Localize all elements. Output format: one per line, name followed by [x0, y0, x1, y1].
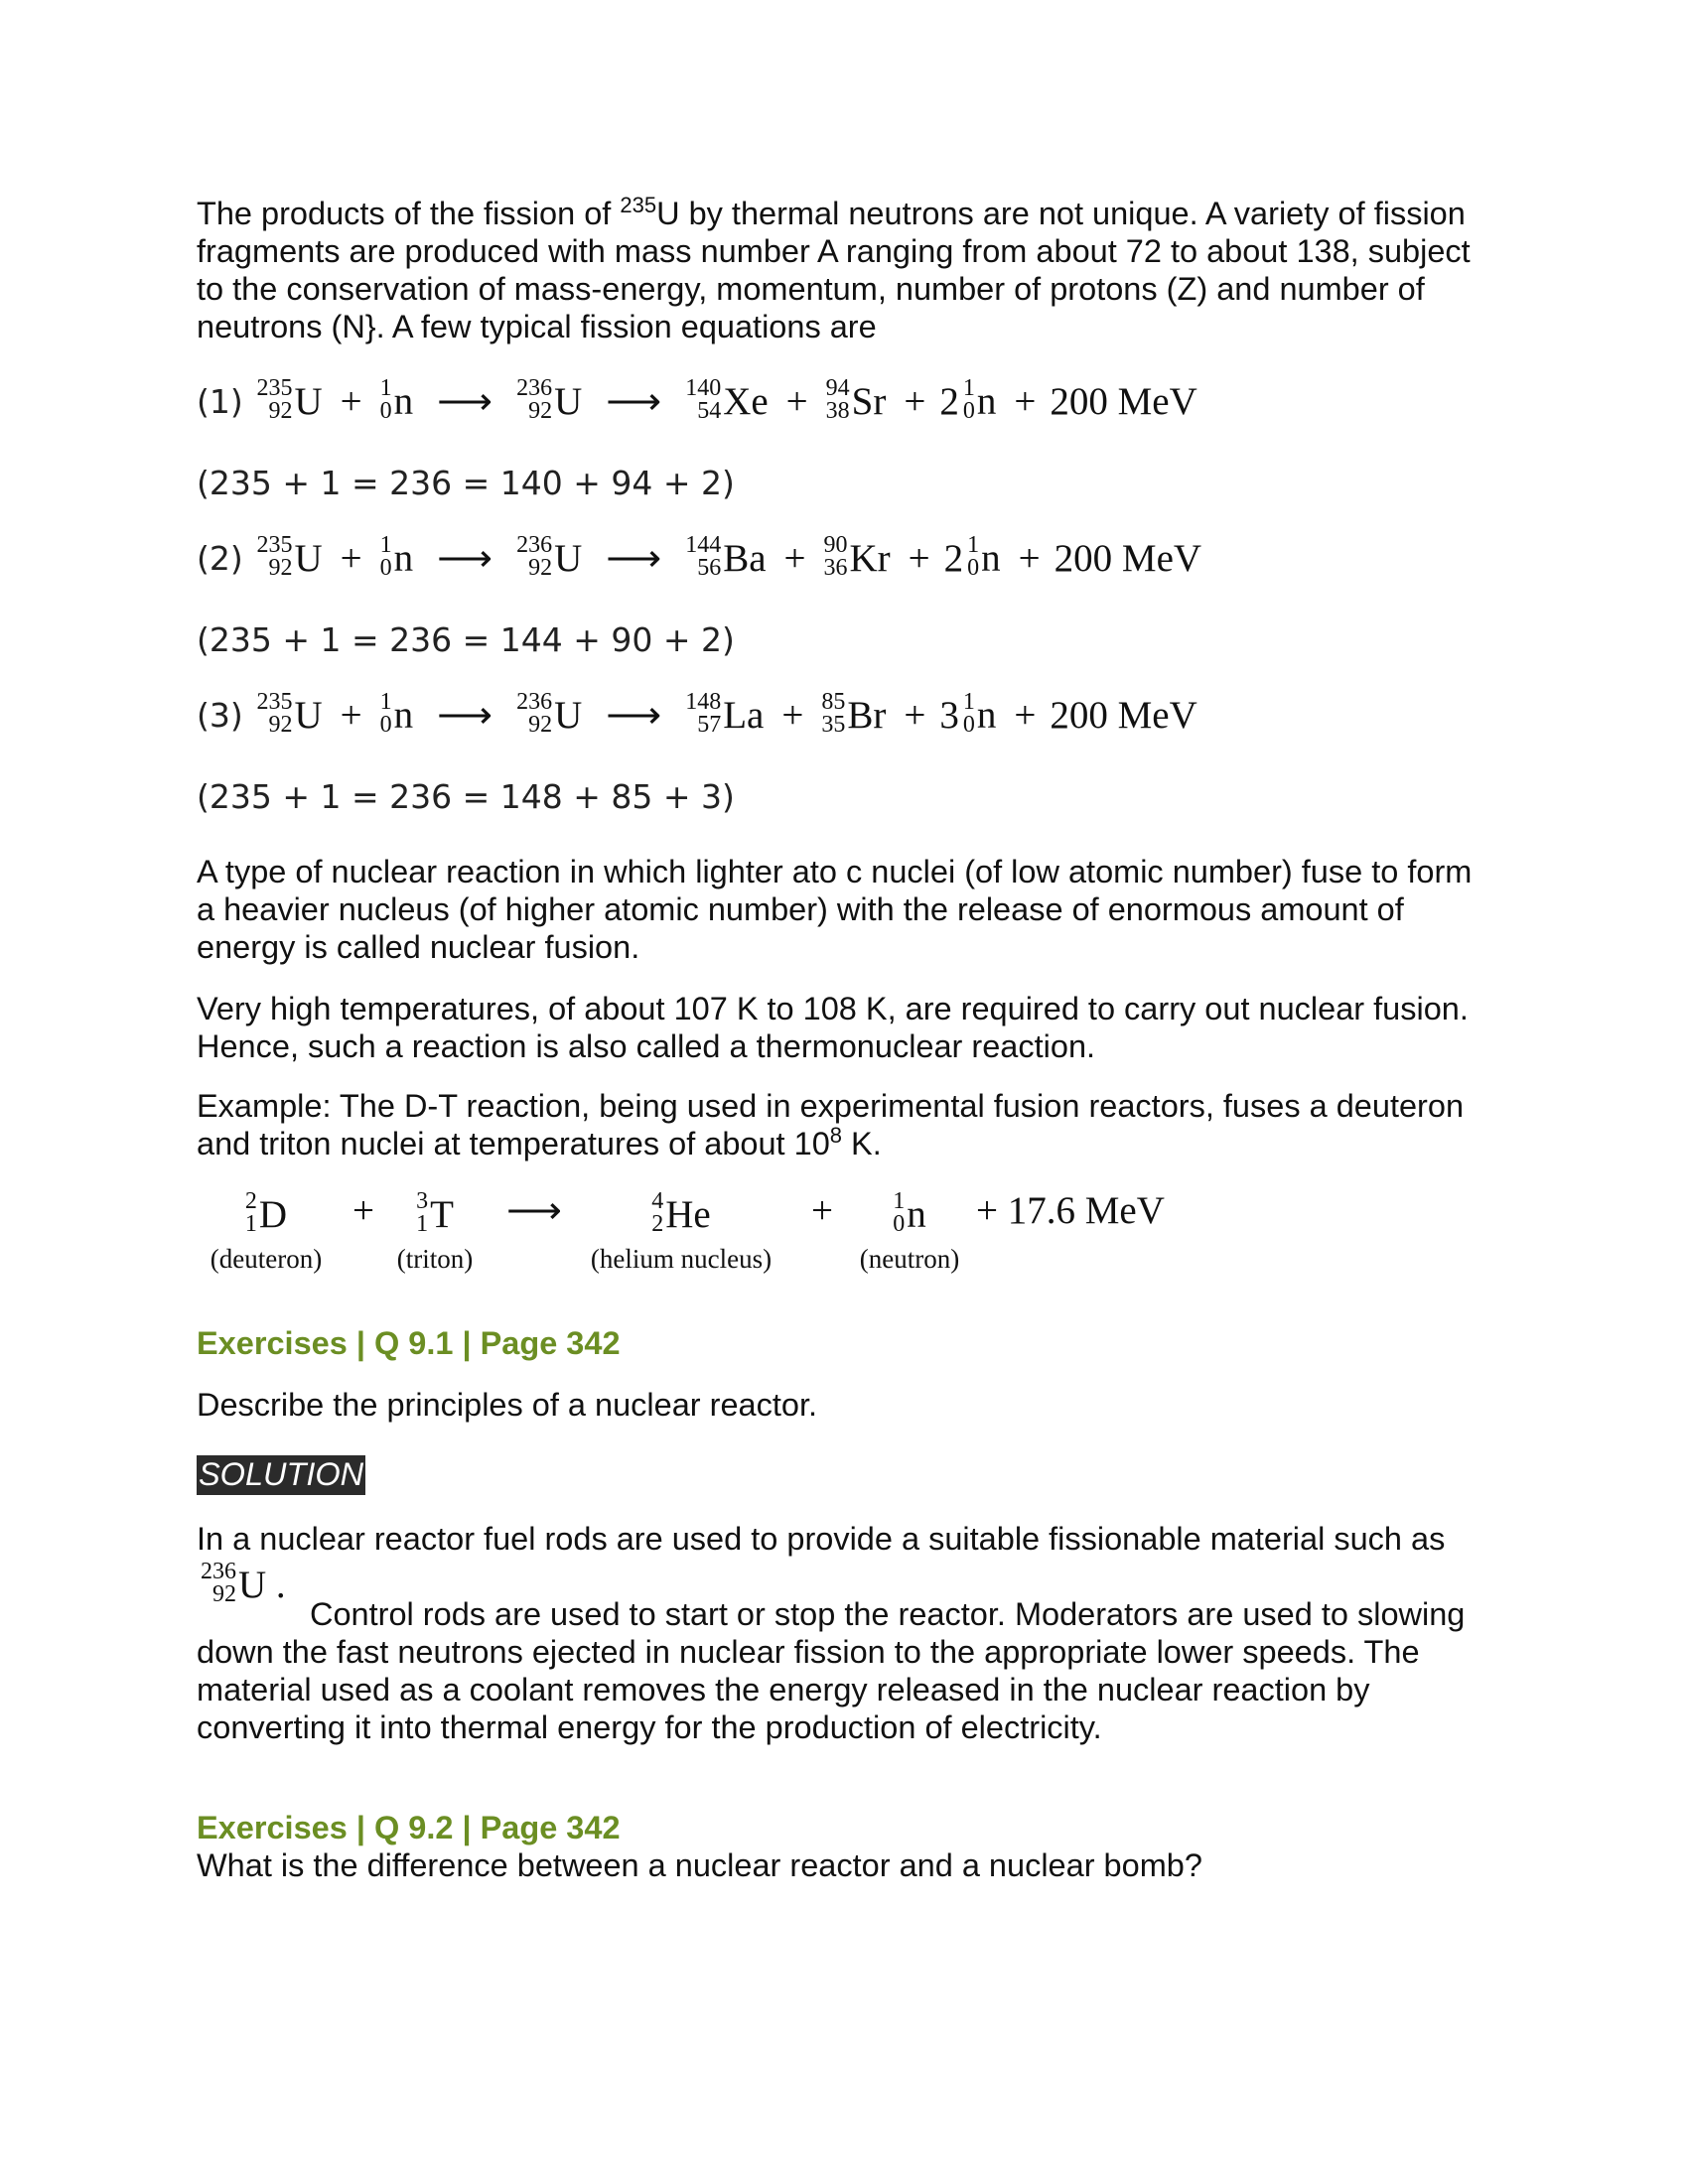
fusion-temperature: Very high temperatures, of about 107 K to 108 K, are required to carry out nuclear fusion. Hence, such a reaction is also called a thermonuclear reaction.: [197, 991, 1469, 1064]
question-9-2: What is the difference between a nuclear reactor and a nuclear bomb?: [197, 1847, 1202, 1883]
arrow-icon: ⟶: [437, 694, 493, 737]
dt-reaction: 2 1 D (deuteron) + 3 1 T (triton) ⟶ 4 2 He (helium nucleus) + 1 0 n (neutron) + 17.6 MeV: [197, 1192, 1190, 1292]
answer-9-1-line1: In a nuclear reactor fuel rods are used to provide a suitable fissionable material such as: [197, 1521, 1446, 1557]
arrow-icon: ⟶: [606, 537, 662, 580]
question-9-1: Describe the principles of a nuclear reactor.: [197, 1387, 818, 1423]
conservation-3: (235 + 1 = 236 = 148 + 85 + 3): [197, 777, 735, 816]
nuclide: 235 92 U: [256, 375, 323, 424]
exercise-heading-9-2: Exercises | Q 9.2 | Page 342: [197, 1810, 621, 1845]
nuclide: 90 36 Kr: [823, 532, 891, 581]
arrow-icon: ⟶: [606, 380, 662, 423]
dt-energy: + 17.6 MeV: [976, 1189, 1165, 1232]
nuclide: 1 0 n: [962, 375, 997, 424]
nuclide: 144 56 Ba: [685, 532, 767, 581]
solution-label-wrap: [197, 1455, 365, 1495]
deuteron: 2 1 D (deuteron): [210, 1188, 323, 1274]
nuclide: 1 0 n: [967, 532, 1001, 581]
arrow-icon: ⟶: [506, 1189, 562, 1232]
answer-9-1-rest: Control rods are used to start or stop the reactor. Moderators are used to slowing down the fast neutrons ejected in nuclear fission to the appropriate lower speeds. The material used as a coolant removes the energy released in the nuclear reaction by converting it into thermal energy for the production of electricity.: [197, 1596, 1466, 1745]
arrow-icon: ⟶: [437, 537, 493, 580]
fission-equation-2: (2) 235 92 U + 1 0 n ⟶ 236 92 U ⟶ 144 56 Ba + 90 36 Kr + 2 1 0 n + 200 MeV: [197, 532, 1202, 581]
conservation-1: (235 + 1 = 236 = 140 + 94 + 2): [197, 464, 735, 502]
nuclide: 94 38 Sr: [825, 375, 887, 424]
triton: 3 1 T (triton): [396, 1188, 474, 1274]
nuclide: 85 35 Br: [821, 689, 887, 738]
exercise-heading-9-1: Exercises | Q 9.1 | Page 342: [197, 1325, 621, 1361]
fission-equation-1: (1) 235 92 U + 1 0 n ⟶ 236 92 U ⟶ 140 54 Xe + 94 38 Sr + 2 1 0 n + 200 MeV: [197, 375, 1197, 424]
intro-paragraph: The products of the fission of $^{235}$U by thermal neutrons are not unique. A variety of fission fragments are produced with mass number A ranging from about 72 to about 138, subject to the conservation of mass-energy, momentum, number of protons (Z) and number of neutrons (N}. A few typical fission equations are: [197, 193, 1471, 344]
conservation-2: (235 + 1 = 236 = 144 + 90 + 2): [197, 620, 735, 659]
nuclide: 1 0 n: [962, 689, 997, 738]
nuclide: 148 57 La: [685, 689, 765, 738]
nuclide: 1 0 n: [379, 375, 414, 424]
nuclide: 1 0 n: [379, 532, 414, 581]
solution-label: SOLUTION: [197, 1455, 365, 1495]
nuclide: 235 92 U: [256, 689, 323, 738]
fission-equation-3: (3) 235 92 U + 1 0 n ⟶ 236 92 U ⟶ 148 57 La + 85 35 Br + 3 1 0 n + 200 MeV: [197, 689, 1197, 738]
fusion-example: Example: The D-T reaction, being used in experimental fusion reactors, fuses a deuteron and triton nuclei at temperatures of about $10^8$ K.: [197, 1088, 1465, 1161]
neutron: 1 0 n (neutron): [859, 1188, 960, 1274]
nuclide: 236 92 U: [516, 689, 583, 738]
nuclide: 236 92 U: [516, 375, 583, 424]
arrow-icon: ⟶: [606, 694, 662, 737]
isotope-u236: 236 92 U .: [201, 1559, 286, 1607]
nuclide: 236 92 U: [516, 532, 583, 581]
nuclide: 235 92 U: [256, 532, 323, 581]
nuclide: 1 0 n: [379, 689, 414, 738]
arrow-icon: ⟶: [437, 380, 493, 423]
nuclide: 140 54 Xe: [685, 375, 769, 424]
helium-nucleus: 4 2 He (helium nucleus): [590, 1188, 773, 1274]
fusion-definition: A type of nuclear reaction in which lighter ato c nuclei (of low atomic number) fuse to form a heavier nucleus (of higher atomic number) with the release of enormous amount of energy is called nuclear fusion.: [197, 854, 1473, 965]
